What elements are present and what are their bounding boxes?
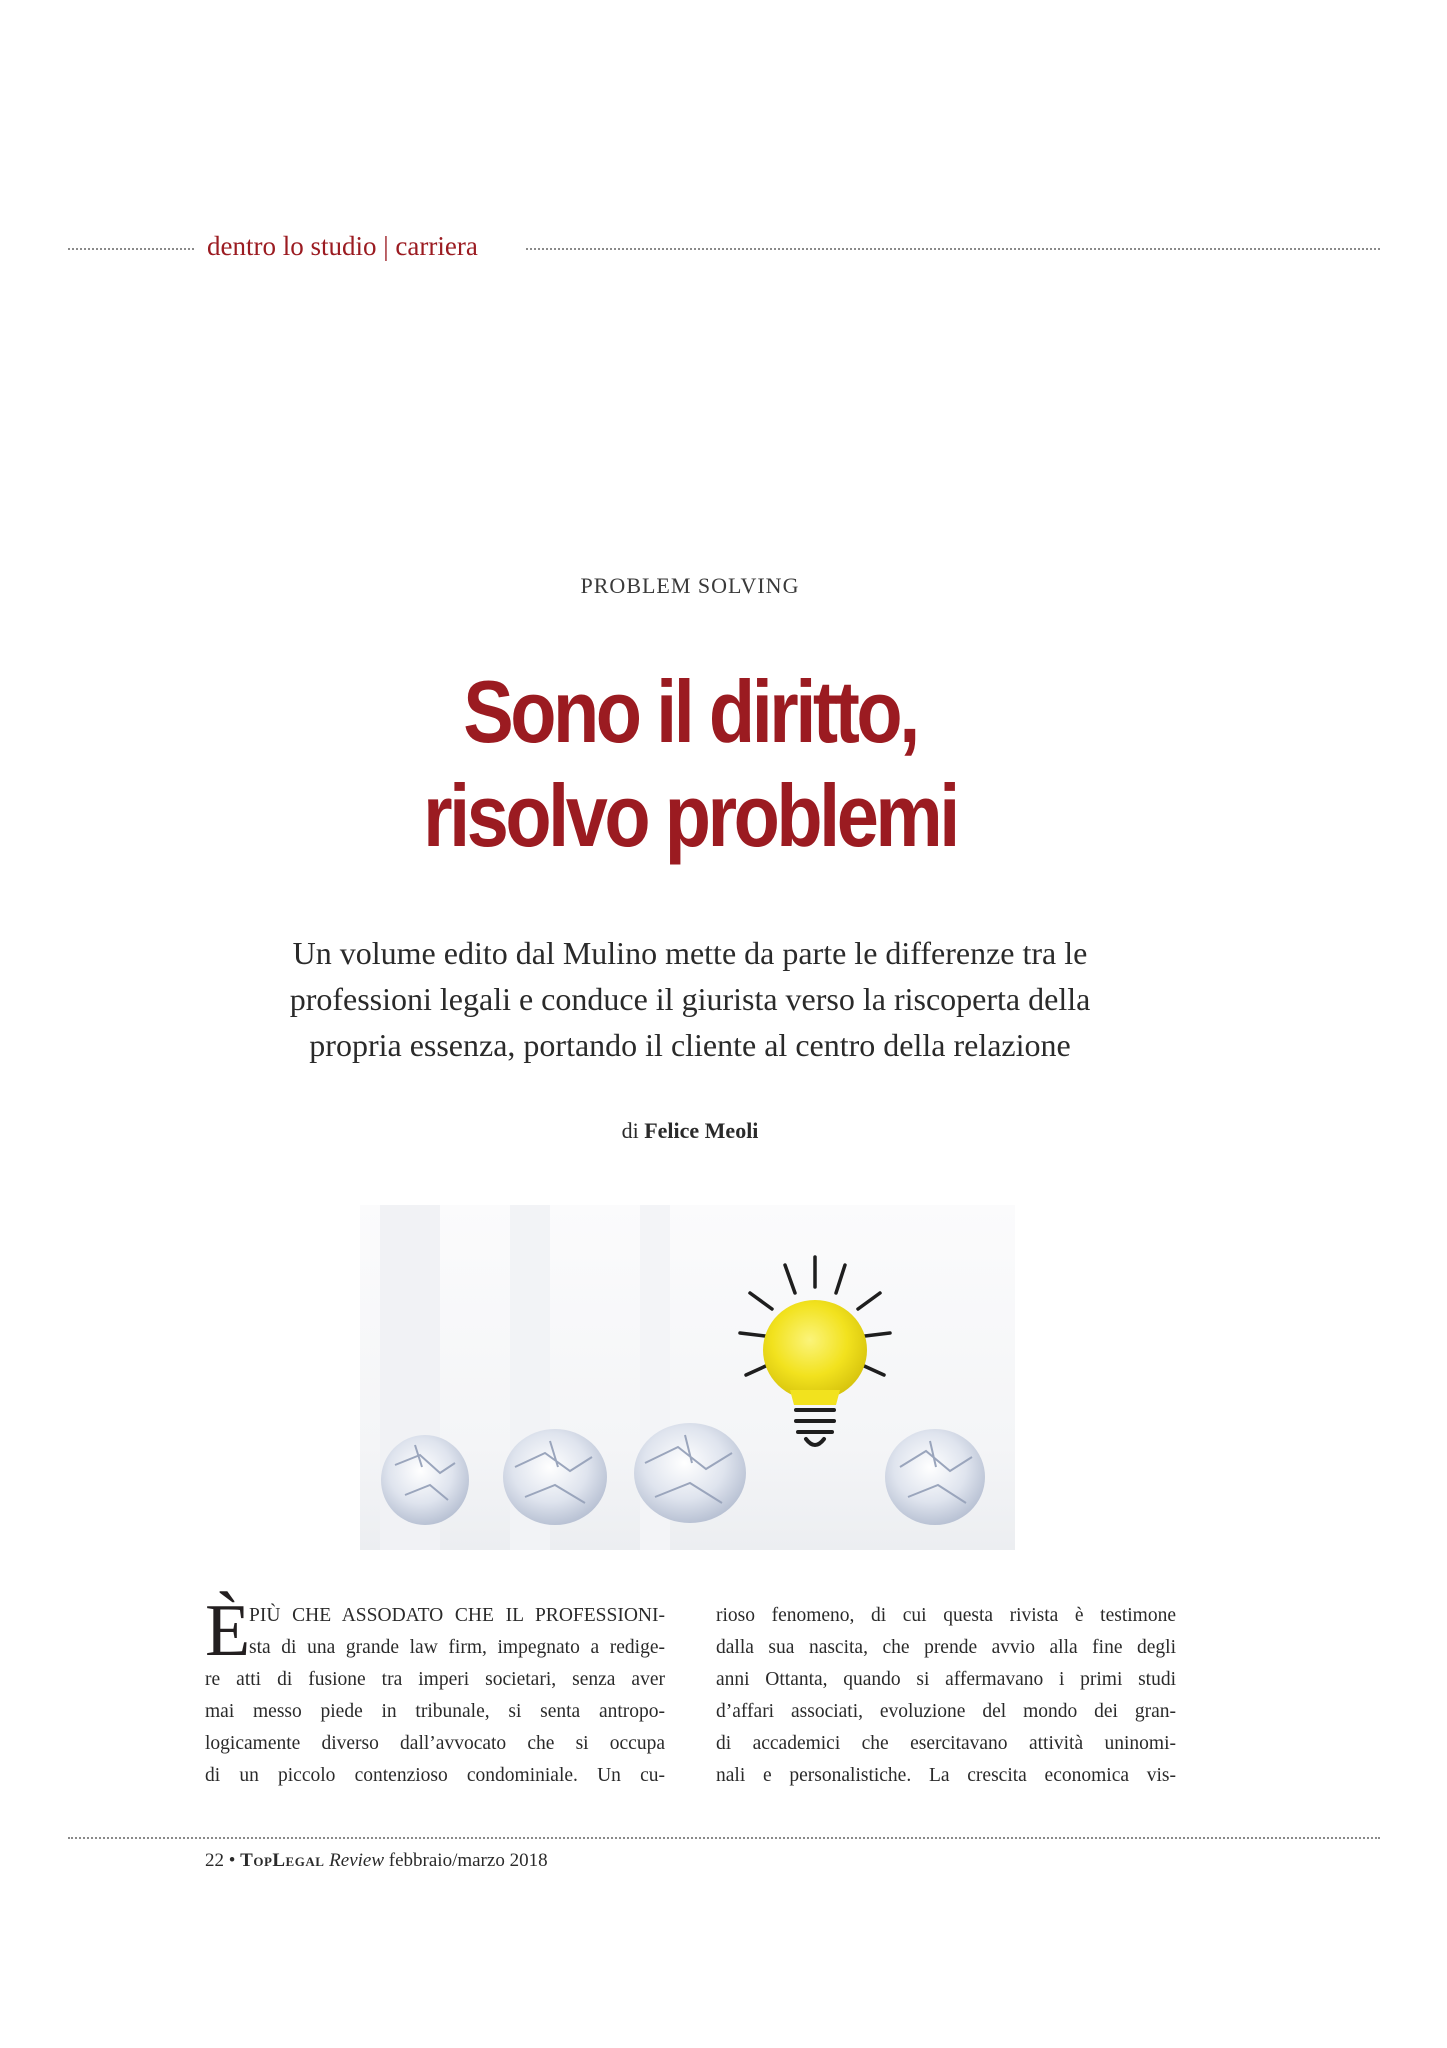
article-byline [0,1118,1380,1144]
crumpled-paper-1 [381,1435,469,1525]
body-line: rioso fenomeno, di cui questa rivista è testimone [716,1605,1176,1626]
issue-date: febbraio/marzo 2018 [388,1850,548,1871]
body-line: anni Ottanta, quando si affermavano i primi studi [716,1669,1176,1690]
article-kicker: PROBLEM SOLVING [580,573,800,598]
header-dotted-rule-left [68,248,194,250]
body-line: di un piccolo contenzioso condominiale. Un cu- [205,1765,665,1786]
crumpled-paper-4 [885,1429,985,1525]
crumpled-paper-3 [634,1423,746,1523]
lightbulb-and-crumpled-paper-icon [360,1205,1015,1550]
body-column-left [205,1590,665,1792]
headline-line-2: risolvo problemi [423,766,957,865]
dropcap-paragraph [205,1590,665,1672]
standfirst-line-1: Un volume edito dal Mulino mette da parte le differenze tra le [292,935,1088,971]
page-footer [205,1850,548,1872]
page-number: 22 [205,1850,224,1871]
body-line: nali e personalistiche. La crescita economica vis- [716,1765,1176,1786]
body-line: mai messo piede in tribunale, si senta antropo- [205,1701,665,1722]
article-illustration [360,1205,1015,1550]
magazine-review: Review [329,1850,385,1871]
dropcap: È [205,1590,251,1672]
body-line: di accademici che esercitavano attività uninomi- [716,1733,1176,1754]
header-dotted-rule-right [526,248,1380,250]
author-name: Felice Meoli [644,1118,759,1143]
article-standfirst [200,930,1180,1068]
body-line: PIÙ CHE ASSODATO CHE IL PROFESSIONI- [249,1605,665,1626]
byline-prefix: di [621,1118,639,1143]
body-column-right [716,1600,1176,1792]
section-header [68,228,1380,268]
footer-separator: • [228,1850,236,1871]
standfirst-line-2: professioni legali e conduce il giurista verso la riscoperta della [289,981,1091,1017]
crumpled-paper-2 [503,1429,607,1525]
body-line: logicamente diverso dall’avvocato che si occupa [205,1733,665,1754]
section-label: dentro lo studio | carriera [207,231,478,261]
body-line: sta di una grande law firm, impegnato a redige- [249,1637,665,1658]
body-line: d’affari associati, evoluzione del mondo dei gran- [716,1701,1176,1722]
magazine-brand: TopLegal [240,1850,325,1871]
standfirst-line-3: propria essenza, portando il cliente al centro della relazione [309,1027,1071,1063]
headline-line-1: Sono il diritto, [463,662,917,761]
article-headline [97,660,1284,868]
footer-dotted-rule [68,1837,1380,1839]
body-line: re atti di fusione tra imperi societari, senza aver [205,1669,665,1690]
body-line: dalla sua nascita, che prende avvio alla fine degli [716,1637,1176,1658]
lightbulb [740,1257,890,1445]
